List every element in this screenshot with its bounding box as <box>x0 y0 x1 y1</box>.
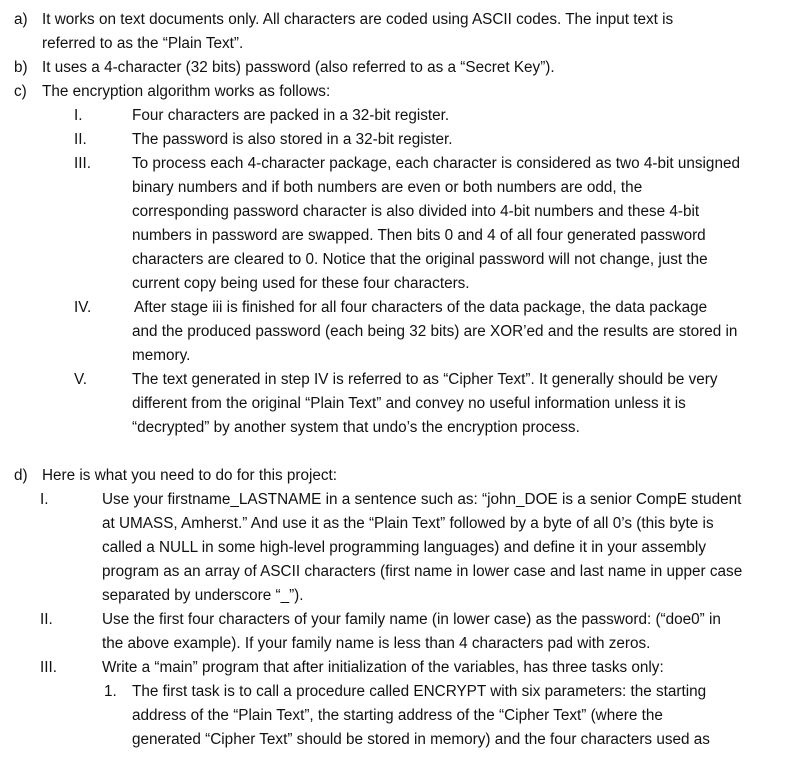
section-c-item-line: After stage iii is finished for all four characters of the data package, the data package <box>134 299 708 316</box>
section-c-item-line: and the produced password (each being 32 bits) are XOR’ed and the results are stored in <box>132 323 738 340</box>
section-c-item-line: numbers in password are swapped. Then bits 0 and 4 of all four generated password <box>132 227 706 244</box>
section-d-item-line: program as an array of ASCII characters (first name in lower case and last name in upper case <box>102 563 743 580</box>
section-c-item-line: The text generated in step IV is referred to as “Cipher Text”. It generally should be very <box>132 371 718 388</box>
section-d-marker: d) <box>14 467 28 484</box>
section-d-item-marker: II. <box>40 611 53 628</box>
section-c-item-line: corresponding password character is also divided into 4-bit numbers and these 4-bit <box>132 203 700 220</box>
section-c-item-line: memory. <box>132 347 191 364</box>
section-d-item-line: Use the first four characters of your family name (in lower case) as the password: (“doe0” in <box>102 611 721 628</box>
section-d-item-marker: I. <box>40 491 49 508</box>
section-c-item-line: “decrypted” by another system that undo’s the encryption process. <box>132 419 580 436</box>
section-d-item-line: Use your firstname_LASTNAME in a sentence such as: “john_DOE is a senior CompE student <box>102 491 742 508</box>
section-d-item-marker: III. <box>40 659 57 676</box>
section-a-line: referred to as the “Plain Text”. <box>42 35 244 52</box>
section-d-line: Here is what you need to do for this project: <box>42 467 338 484</box>
section-d-subitem-line: The first task is to call a procedure called ENCRYPT with six parameters: the starting <box>132 683 707 700</box>
section-c-item-line: Four characters are packed in a 32-bit register. <box>132 107 450 124</box>
section-d-subitem-line: address of the “Plain Text”, the starting address of the “Cipher Text” (where the <box>132 707 663 724</box>
section-c-item-line: The password is also stored in a 32-bit register. <box>132 131 453 148</box>
section-d-subitem-line: generated “Cipher Text” should be stored in memory) and the four characters used as <box>132 731 710 748</box>
section-a-line: It works on text documents only. All characters are coded using ASCII codes. The input text is <box>42 11 674 28</box>
section-c-item-line: different from the original “Plain Text” and convey no useful information unless it is <box>132 395 686 412</box>
section-b-marker: b) <box>14 59 28 76</box>
section-c-item-line: To process each 4-character package, each character is considered as two 4-bit unsigned <box>132 155 740 172</box>
section-d-item-line: at UMASS, Amherst.” And use it as the “Plain Text” followed by a byte of all 0’s (this byte is <box>102 515 714 532</box>
section-b-line: It uses a 4-character (32 bits) password (also referred to as a “Secret Key”). <box>42 59 555 76</box>
section-c-item-line: current copy being used for these four characters. <box>132 275 470 292</box>
section-d-item-line: Write a “main” program that after initialization of the variables, has three tasks only: <box>102 659 664 676</box>
section-d-item-line: the above example). If your family name is less than 4 characters pad with zeros. <box>102 635 651 652</box>
section-c-item-marker: III. <box>74 155 91 172</box>
section-c-item-marker: II. <box>74 131 87 148</box>
section-d-item-line: separated by underscore “_”). <box>102 587 304 604</box>
section-d-subitem-marker: 1. <box>104 683 117 700</box>
section-c-item-marker: I. <box>74 107 83 124</box>
section-a-marker: a) <box>14 11 28 28</box>
section-d-item-line: called a NULL in some high-level programming languages) and define it in your assembly <box>102 539 706 556</box>
section-c-item-line: characters are cleared to 0. Notice that the original password will not change, just the <box>132 251 708 268</box>
section-c-marker: c) <box>14 83 27 100</box>
section-c-item-marker: IV. <box>74 299 92 316</box>
section-c-line: The encryption algorithm works as follows: <box>42 83 331 100</box>
section-c-item-marker: V. <box>74 371 88 388</box>
section-c-item-line: binary numbers and if both numbers are even or both numbers are odd, the <box>132 179 643 196</box>
